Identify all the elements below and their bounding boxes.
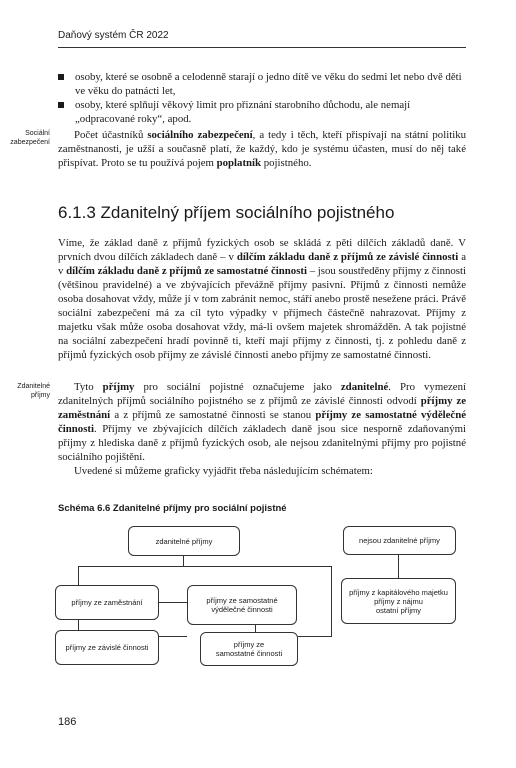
- bullet-square-icon: [58, 102, 64, 108]
- box-capital-rental-other-income: příjmy z kapitálového majetku příjmy z nájmu ostatní příjmy: [341, 578, 456, 624]
- list-item: osoby, které splňují věkový limit pro přiznání starobního důchodu, ale nemají „odpracované roky“, apod.: [58, 98, 466, 126]
- bullet-list: [58, 70, 466, 126]
- box-independent-activity-income: příjmy ze samostatné činnosti: [200, 632, 298, 666]
- section-heading: 6.1.3 Zdanitelný příjem sociálního pojistného: [58, 203, 395, 222]
- paragraph-taxable-income-intro: Víme, že základ daně z příjmů fyzických osob se skládá z pěti dílčích základů daně. V prvních dvou dílčích základech daně – v dílčím základu daně z příjmů ze závislé činnosti a v dílčím základu daně z příjmů ze samostatné činnosti – jsou soustředěny příjmy z činnosti (většinou pravidelné) a ve zbývajících převážně příjmy pasivní. Příjmů z činnosti nemůže osoba dosahovat vždy, může jí v tom zabránit nemoc, stáří anebo prostě neseženе práci. Právě sociální zabezpečení má za cíl tyto výpadky v příjmech částečně nahrazovat. Příjmy z majetku však může osoba dosahovat vždy, má-li ovšem majetek shromážděn. A tak pojistné na sociální zabezpečení hradí povinně ti, kteří mají příjmy z činnosti, tj. z pohledu daně z příjmů fyzických osob příjmy ze závislé činnosti anebo příjmy ze samostatné činnosti.: [58, 237, 466, 361]
- page-number: 186: [58, 716, 77, 728]
- margin-note-taxable-income: Zdanitelné příjmy: [17, 383, 50, 399]
- paragraph-taxable-income-definition: Tyto příjmy pro sociální pojistné označujeme jako zdanitelné. Pro vymezení zdanitelných příjmů sociálního pojistného se z příjmů ze závislé činnosti odvodí příjmy ze zaměstnání a z příjmů ze samostatné činnosti se stanou příjmy ze samostatné výdělečné činnosti. Příjmy ve zbývajících dílčích základech daně jsou sice nesporně zdaňovanými příjmy z hlediska daně z příjmů fyzických osob, ale nejsou zdanitelnými příjmy pro pojistné sociálního pojištění. Uvedené si můžeme graficky vyjádřit třeba následujícím schématem:: [58, 381, 466, 477]
- connector-line: [78, 566, 332, 567]
- box-dependent-activity-income: příjmy ze závislé činnosti: [55, 630, 159, 665]
- box-self-employment-income: příjmy ze samostatné výdělečné činnosti: [187, 585, 297, 625]
- diagram-title: Schéma 6.6 Zdanitelné příjmy pro sociální pojistné: [58, 503, 287, 514]
- box-employment-income: příjmy ze zaměstnání: [55, 585, 159, 620]
- connector-line: [331, 566, 332, 636]
- header-title: Daňový systém ČR 2022: [58, 30, 169, 41]
- bullet-square-icon: [58, 74, 64, 80]
- connector-line: [159, 636, 187, 637]
- margin-note-social-security: Sociální zabezpečení: [10, 130, 50, 146]
- box-taxable-income: zdanitelné příjmy: [128, 526, 240, 556]
- connector-line: [255, 625, 256, 632]
- connector-line: [183, 556, 184, 566]
- paragraph-diagram-intro: Uvedené si můžeme graficky vyjádřit třeba následujícím schématem:: [74, 465, 373, 477]
- list-item: osoby, které se osobně a celodenně starají o jedno dítě ve věku do sedmi let nebo dvě děti ve věku do patnácti let,: [58, 70, 466, 98]
- connector-line: [159, 602, 187, 603]
- connector-line: [398, 554, 399, 578]
- box-non-taxable-income: nejsou zdanitelné příjmy: [343, 526, 456, 555]
- running-header: [58, 30, 466, 48]
- paragraph-social-security: Počet účastníků sociálního zabezpečení, a tedy i těch, kteří přispívají na státní politiku zaměstnanosti, je užší a současně platí, že každý, kdo je systému účasten, musí do něj také přispívat. Proto se tu používá pojem poplatník pojistného.: [58, 129, 466, 169]
- connector-line: [298, 636, 332, 637]
